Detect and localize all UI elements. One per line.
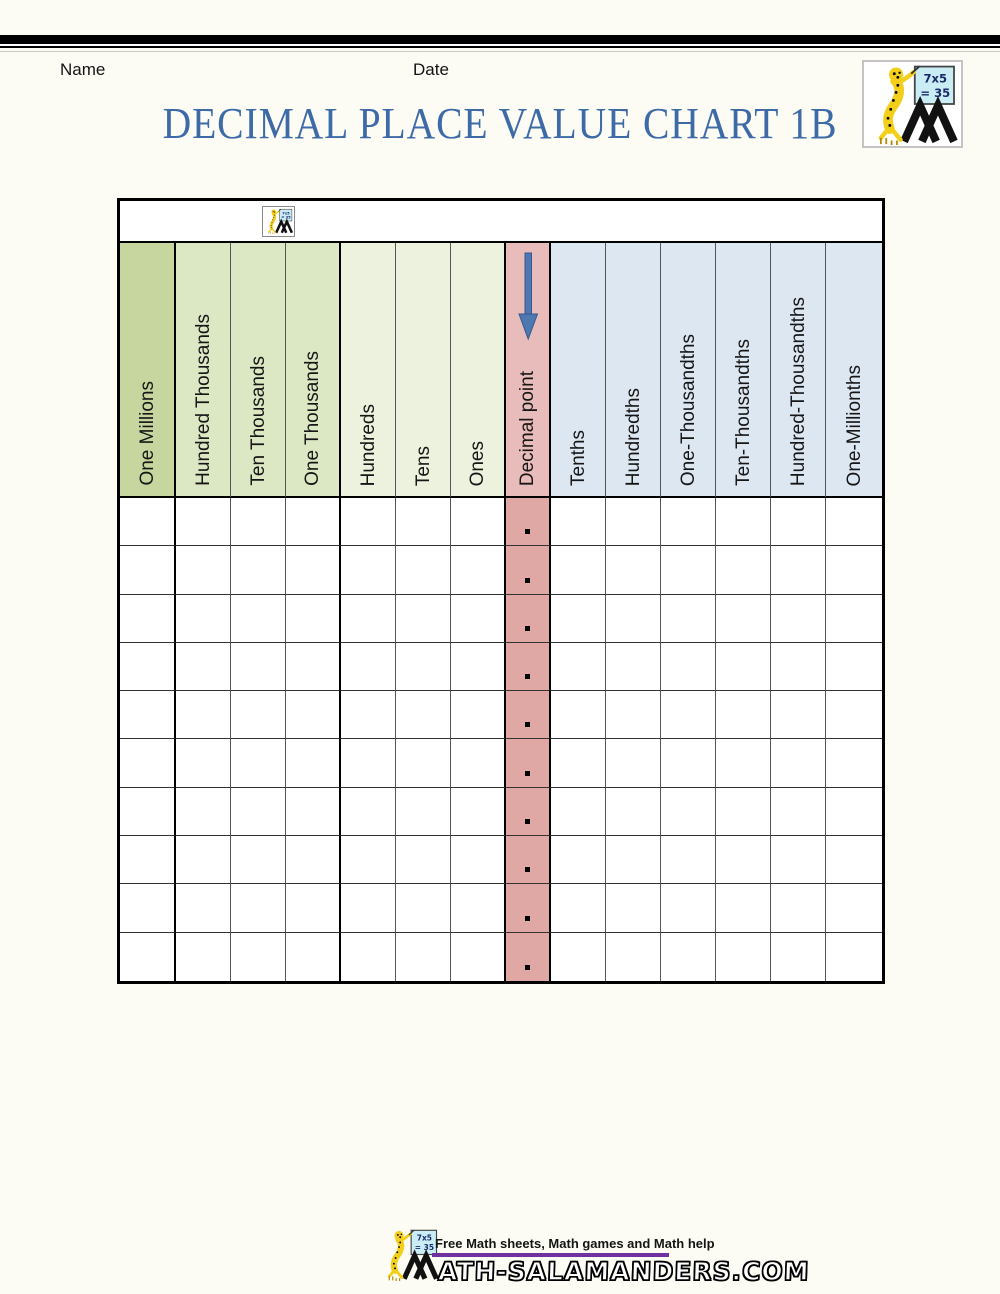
column-header-label: Hundreds (357, 403, 379, 486)
empty-digit-cell (176, 884, 231, 932)
empty-digit-cell (551, 788, 606, 836)
empty-digit-cell (451, 739, 506, 787)
place-value-chart-table (117, 198, 885, 984)
salamander-logo-icon (381, 1228, 439, 1281)
empty-digit-cell (771, 836, 826, 884)
decimal-point-cell (506, 933, 551, 981)
empty-digit-cell (551, 933, 606, 981)
column-header-hundred-thousandths (771, 243, 826, 498)
empty-digit-cell (396, 788, 451, 836)
empty-digit-cell (176, 739, 231, 787)
empty-digit-cell (661, 498, 716, 546)
empty-digit-cell (286, 933, 341, 981)
decimal-point-dot (525, 626, 530, 631)
empty-digit-cell (120, 643, 176, 691)
empty-digit-cell (551, 498, 606, 546)
column-header-hundred-thousands (176, 243, 231, 498)
empty-digit-cell (176, 788, 231, 836)
column-header-label: One Thousands (302, 351, 323, 486)
empty-digit-cell (771, 498, 826, 546)
column-header-label: One-Thousandths (677, 333, 699, 486)
empty-digit-cell (826, 691, 882, 739)
column-header-label: Ten Thousands (247, 356, 269, 486)
empty-digit-cell (231, 884, 286, 932)
decimal-point-dot (525, 916, 530, 921)
empty-digit-cell (771, 691, 826, 739)
empty-digit-cell (451, 788, 506, 836)
empty-digit-cell (451, 836, 506, 884)
empty-digit-cell (341, 643, 396, 691)
empty-digit-cell (341, 739, 396, 787)
empty-digit-cell (176, 498, 231, 546)
chart-banner (120, 201, 882, 243)
column-header-label: Tens (412, 445, 434, 486)
decimal-point-cell (506, 788, 551, 836)
decimal-point-cell (506, 643, 551, 691)
empty-digit-cell (231, 498, 286, 546)
column-header-hundreds (341, 243, 396, 498)
column-header-one-thousands (286, 243, 341, 498)
empty-digit-cell (606, 933, 661, 981)
decimal-point-cell (506, 884, 551, 932)
empty-digit-cell (231, 546, 286, 594)
empty-digit-cell (341, 691, 396, 739)
empty-digit-cell (286, 884, 341, 932)
empty-digit-cell (286, 836, 341, 884)
decimal-point-dot (525, 674, 530, 679)
empty-digit-cell (606, 739, 661, 787)
empty-digit-cell (396, 595, 451, 643)
column-header-label: Decimal point (517, 370, 538, 486)
column-header-one-millions (120, 243, 176, 498)
empty-digit-cell (120, 546, 176, 594)
empty-digit-cell (606, 498, 661, 546)
name-label: Name (60, 60, 106, 79)
empty-digit-cell (396, 884, 451, 932)
empty-digit-cell (451, 595, 506, 643)
empty-digit-cell (120, 788, 176, 836)
empty-digit-cell (551, 595, 606, 643)
empty-digit-cell (826, 836, 882, 884)
column-header-decimal-point (506, 243, 551, 498)
decimal-point-cell (506, 739, 551, 787)
empty-digit-cell (551, 739, 606, 787)
empty-digit-cell (771, 739, 826, 787)
chart-banner-title: DECIMAL PLACE VALUE CHART (306, 205, 740, 236)
salamander-logo-icon (265, 208, 293, 234)
column-header-label: Hundred-Thousandths (787, 296, 809, 486)
empty-digit-cell (826, 498, 882, 546)
empty-digit-cell (551, 643, 606, 691)
empty-digit-cell (826, 643, 882, 691)
decimal-point-dot (525, 965, 530, 970)
empty-digit-cell (341, 933, 396, 981)
empty-digit-cell (661, 691, 716, 739)
empty-digit-cell (176, 643, 231, 691)
empty-digit-cell (826, 788, 882, 836)
empty-digit-cell (716, 498, 771, 546)
column-header-label: Tenths (567, 430, 589, 486)
column-header-tenths (551, 243, 606, 498)
empty-digit-cell (771, 643, 826, 691)
empty-digit-cell (286, 595, 341, 643)
empty-digit-cell (661, 739, 716, 787)
decimal-point-dot (525, 819, 530, 824)
banner-logo (262, 206, 295, 237)
decimal-point-dot (525, 722, 530, 727)
empty-digit-cell (120, 739, 176, 787)
column-header-ten-thousands (231, 243, 286, 498)
empty-digit-cell (716, 546, 771, 594)
empty-digit-cell (120, 595, 176, 643)
empty-digit-cell (120, 691, 176, 739)
empty-digit-cell (286, 691, 341, 739)
empty-digit-cell (341, 546, 396, 594)
empty-digit-cell (231, 739, 286, 787)
column-header-hundredths (606, 243, 661, 498)
empty-digit-cell (661, 933, 716, 981)
column-header-one-thousandths (661, 243, 716, 498)
decimal-point-dot (525, 867, 530, 872)
empty-digit-cell (716, 595, 771, 643)
empty-digit-cell (286, 643, 341, 691)
salamander-logo-icon (867, 63, 959, 145)
column-header-tens (396, 243, 451, 498)
column-header-label: One Millions (136, 381, 158, 486)
empty-digit-cell (826, 595, 882, 643)
column-header-ten-thousandths (716, 243, 771, 498)
top-divider-bar (0, 35, 1000, 52)
empty-digit-cell (286, 788, 341, 836)
decimal-down-arrow-icon (517, 251, 539, 341)
empty-digit-cell (551, 691, 606, 739)
empty-digit-cell (396, 836, 451, 884)
empty-digit-cell (771, 595, 826, 643)
empty-digit-cell (341, 788, 396, 836)
column-header-label: Ten-Thousandths (732, 339, 754, 486)
empty-digit-cell (176, 546, 231, 594)
empty-digit-cell (661, 836, 716, 884)
empty-digit-cell (176, 595, 231, 643)
empty-digit-cell (396, 546, 451, 594)
empty-digit-cell (716, 691, 771, 739)
empty-digit-cell (231, 836, 286, 884)
empty-digit-cell (176, 836, 231, 884)
empty-digit-cell (341, 498, 396, 546)
empty-digit-cell (451, 498, 506, 546)
empty-digit-cell (606, 836, 661, 884)
empty-digit-cell (286, 546, 341, 594)
column-header-label: Ones (467, 440, 488, 486)
empty-digit-cell (451, 546, 506, 594)
empty-digit-cell (341, 595, 396, 643)
empty-digit-cell (286, 739, 341, 787)
decimal-point-dot (525, 529, 530, 534)
empty-digit-cell (606, 691, 661, 739)
empty-digit-cell (396, 691, 451, 739)
empty-digit-cell (661, 643, 716, 691)
empty-digit-cell (771, 788, 826, 836)
empty-digit-cell (551, 884, 606, 932)
column-header-label: Hundredths (622, 387, 644, 486)
empty-digit-cell (451, 691, 506, 739)
date-label: Date (413, 60, 449, 79)
footer-branding (381, 1226, 811, 1290)
empty-digit-cell (341, 884, 396, 932)
column-header-one-millionths (826, 243, 882, 498)
page-title: DECIMAL PLACE VALUE CHART 1B (162, 99, 838, 148)
empty-digit-cell (826, 546, 882, 594)
chart-body-grid (120, 498, 882, 981)
column-header-ones (451, 243, 506, 498)
empty-digit-cell (451, 933, 506, 981)
decimal-point-dot (525, 578, 530, 583)
decimal-point-cell (506, 595, 551, 643)
empty-digit-cell (451, 643, 506, 691)
empty-digit-cell (396, 933, 451, 981)
decimal-point-cell (506, 546, 551, 594)
empty-digit-cell (341, 836, 396, 884)
empty-digit-cell (716, 836, 771, 884)
empty-digit-cell (606, 788, 661, 836)
empty-digit-cell (120, 933, 176, 981)
empty-digit-cell (120, 884, 176, 932)
empty-digit-cell (176, 933, 231, 981)
empty-digit-cell (716, 884, 771, 932)
empty-digit-cell (661, 788, 716, 836)
empty-digit-cell (771, 884, 826, 932)
empty-digit-cell (231, 643, 286, 691)
empty-digit-cell (231, 691, 286, 739)
empty-digit-cell (606, 546, 661, 594)
empty-digit-cell (826, 739, 882, 787)
empty-digit-cell (451, 884, 506, 932)
empty-digit-cell (551, 546, 606, 594)
decimal-point-cell (506, 691, 551, 739)
empty-digit-cell (716, 788, 771, 836)
empty-digit-cell (826, 933, 882, 981)
footer-tagline: Free Math sheets, Math games and Math help (435, 1236, 715, 1251)
empty-digit-cell (606, 884, 661, 932)
empty-digit-cell (771, 933, 826, 981)
empty-digit-cell (606, 595, 661, 643)
decimal-point-cell (506, 836, 551, 884)
footer-site-name: ATH-SALAMANDERS.COM (437, 1257, 811, 1286)
empty-digit-cell (826, 884, 882, 932)
empty-digit-cell (120, 836, 176, 884)
empty-digit-cell (716, 933, 771, 981)
empty-digit-cell (396, 643, 451, 691)
empty-digit-cell (176, 691, 231, 739)
empty-digit-cell (396, 498, 451, 546)
empty-digit-cell (231, 933, 286, 981)
empty-digit-cell (716, 643, 771, 691)
empty-digit-cell (396, 739, 451, 787)
empty-digit-cell (661, 546, 716, 594)
empty-digit-cell (120, 498, 176, 546)
empty-digit-cell (551, 836, 606, 884)
column-header-label: One-Millionths (843, 364, 865, 486)
empty-digit-cell (771, 546, 826, 594)
decimal-point-cell (506, 498, 551, 546)
empty-digit-cell (286, 498, 341, 546)
empty-digit-cell (661, 884, 716, 932)
empty-digit-cell (606, 643, 661, 691)
empty-digit-cell (231, 788, 286, 836)
empty-digit-cell (231, 595, 286, 643)
column-header-row (120, 243, 882, 498)
column-header-label: Hundred Thousands (192, 314, 214, 486)
decimal-point-dot (525, 771, 530, 776)
math-salamanders-logo (862, 60, 963, 148)
empty-digit-cell (716, 739, 771, 787)
empty-digit-cell (661, 595, 716, 643)
